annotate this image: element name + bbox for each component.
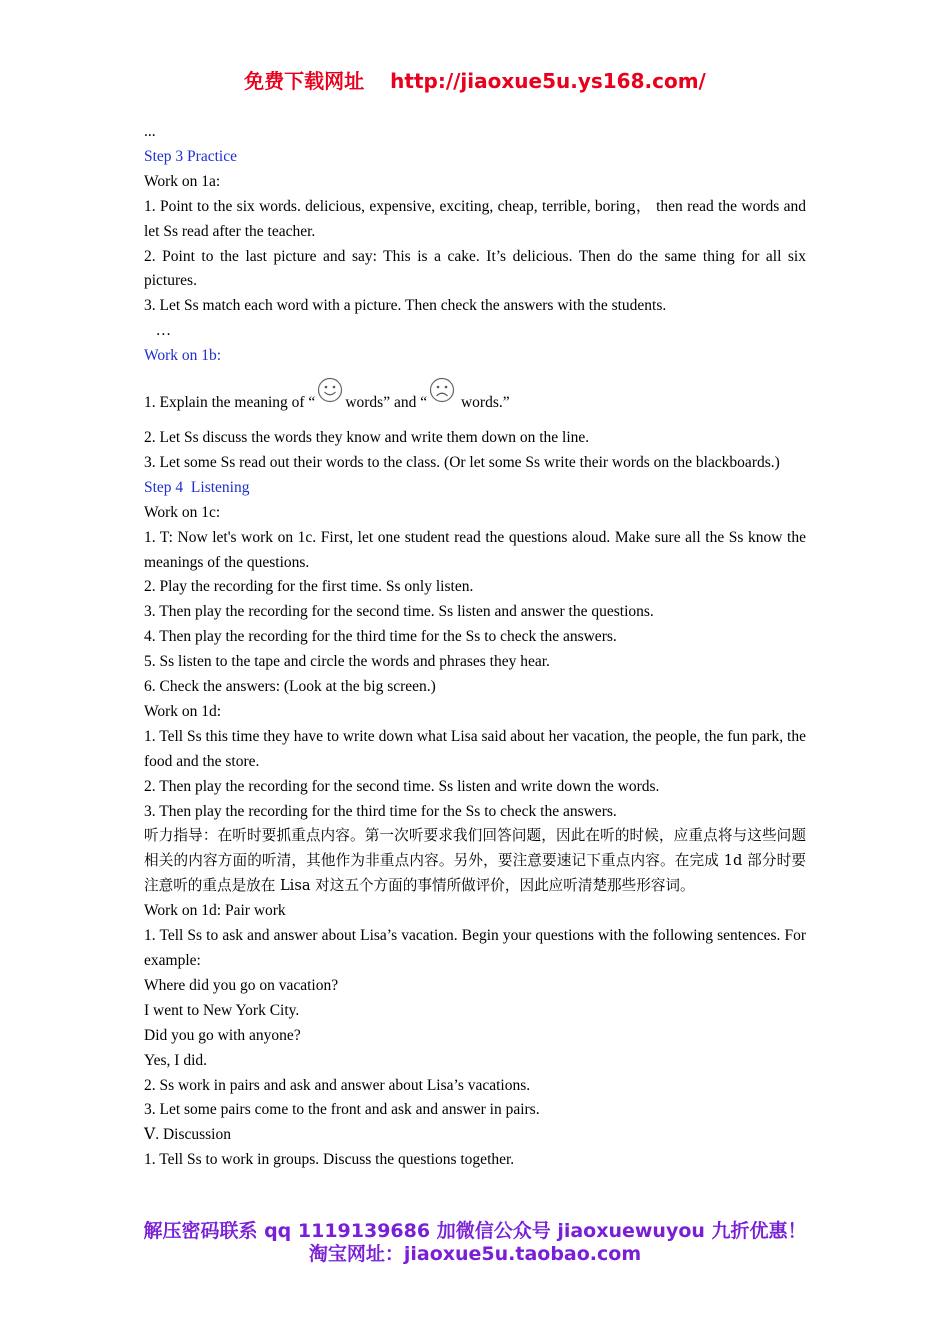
paragraph: 3. Then play the recording for the third time for the Ss to check the answers. bbox=[144, 802, 617, 820]
paragraph-with-faces bbox=[144, 369, 806, 426]
subheading-work-1b: Work on 1b: bbox=[144, 347, 222, 365]
paragraph: 1. T: Now let's work on 1c. First, let one student read the questions aloud. Make sure all the Ss know the meanings of the questions. bbox=[144, 528, 806, 571]
subheading-work-1c: Work on 1c: bbox=[144, 503, 221, 521]
subheading-work-1a: Work on 1a: bbox=[144, 172, 221, 190]
paragraph: 1. Tell Ss to ask and answer about Lisa’s vacation. Begin your questions with the following sentences. For example: bbox=[144, 927, 806, 969]
paragraph: 3. Let some pairs come to the front and ask and answer in pairs. bbox=[144, 1101, 540, 1119]
ellipsis: ... bbox=[144, 123, 156, 140]
dialogue-line: Where did you go on vacation? bbox=[144, 976, 339, 994]
paragraph: 3. Then play the recording for the second time. Ss listen and answer the questions. bbox=[144, 603, 654, 621]
header-url[interactable]: http://jiaoxue5u.ys168.com/ bbox=[390, 69, 706, 93]
text-fragment: words.” bbox=[457, 394, 510, 412]
header-label: 免费下载网址 bbox=[244, 69, 365, 93]
paragraph: 3. Let Ss match each word with a picture. Then check the answers with the students. bbox=[144, 297, 667, 315]
section-heading-step4: Step 4 Listening bbox=[144, 478, 250, 496]
ellipsis: … bbox=[144, 322, 172, 340]
dialogue-line: Did you go with anyone? bbox=[144, 1026, 301, 1044]
page-header bbox=[0, 66, 950, 96]
dialogue-line: Yes, I did. bbox=[144, 1051, 208, 1069]
paragraph: 2. Then play the recording for the second time. Ss listen and write down the words. bbox=[144, 777, 660, 795]
paragraph: 6. Check the answers: (Look at the big screen.) bbox=[144, 678, 436, 696]
smile-face-icon bbox=[317, 377, 343, 403]
paragraph: 1. Tell Ss this time they have to write down what Lisa said about her vacation, the people, the fun park, the food and the store. bbox=[144, 727, 806, 770]
subheading-pair-work: Work on 1d: Pair work bbox=[144, 902, 286, 920]
paragraph: 2. Let Ss discuss the words they know and write them down on the line. bbox=[144, 428, 590, 446]
text-fragment: 1. Explain the meaning of “ bbox=[144, 394, 316, 412]
subheading-discussion: Ⅴ. Discussion bbox=[144, 1126, 231, 1144]
text-fragment: words” and “ bbox=[345, 394, 428, 412]
listening-guide-paragraph: 听力指导：在听时要抓重点内容。第一次听要求我们回答问题，因此在听的时候，应重点将与这些问题相关的内容方面的听清，其他作为非重点内容。另外，要注意要速记下重点内容。在完成 1d 部分时要注意听的重点是放在 Lisa 对这五个方面的事情所做评价，因此应听清楚那些形容词。 bbox=[144, 827, 806, 895]
footer-contact-line: 解压密码联系 qq 1119139686 加微信公众号 jiaoxuewuyou 九折优惠！ bbox=[143, 1220, 807, 1242]
paragraph: 1. Tell Ss to work in groups. Discuss the questions together. bbox=[144, 1151, 515, 1169]
paragraph: 2. Ss work in pairs and ask and answer about Lisa’s vacations. bbox=[144, 1076, 531, 1094]
paragraph: 4. Then play the recording for the third time for the Ss to check the answers. bbox=[144, 628, 617, 646]
subheading-work-1d: Work on 1d: bbox=[144, 702, 222, 720]
frown-face-icon bbox=[429, 377, 455, 403]
section-heading-step3: Step 3 Practice bbox=[144, 147, 237, 165]
paragraph: 5. Ss listen to the tape and circle the words and phrases they hear. bbox=[144, 653, 550, 671]
dialogue-line: I went to New York City. bbox=[144, 1001, 300, 1019]
footer-shop-line[interactable]: 淘宝网址：jiaoxue5u.taobao.com bbox=[308, 1243, 642, 1265]
paragraph: 3. Let some Ss read out their words to the class. (Or let some Ss write their words on the blackboards.) bbox=[144, 453, 780, 471]
paragraph: 2. Point to the last picture and say: This is a cake. It’s delicious. Then do the same thing for all six pictures. bbox=[144, 247, 806, 290]
document-body bbox=[144, 120, 806, 1173]
paragraph: 2. Play the recording for the first time. Ss only listen. bbox=[144, 578, 474, 596]
paragraph: 1. Point to the six words. delicious, expensive, exciting, cheap, terrible, boring， then read the words and let Ss read after the teacher. bbox=[144, 197, 806, 240]
